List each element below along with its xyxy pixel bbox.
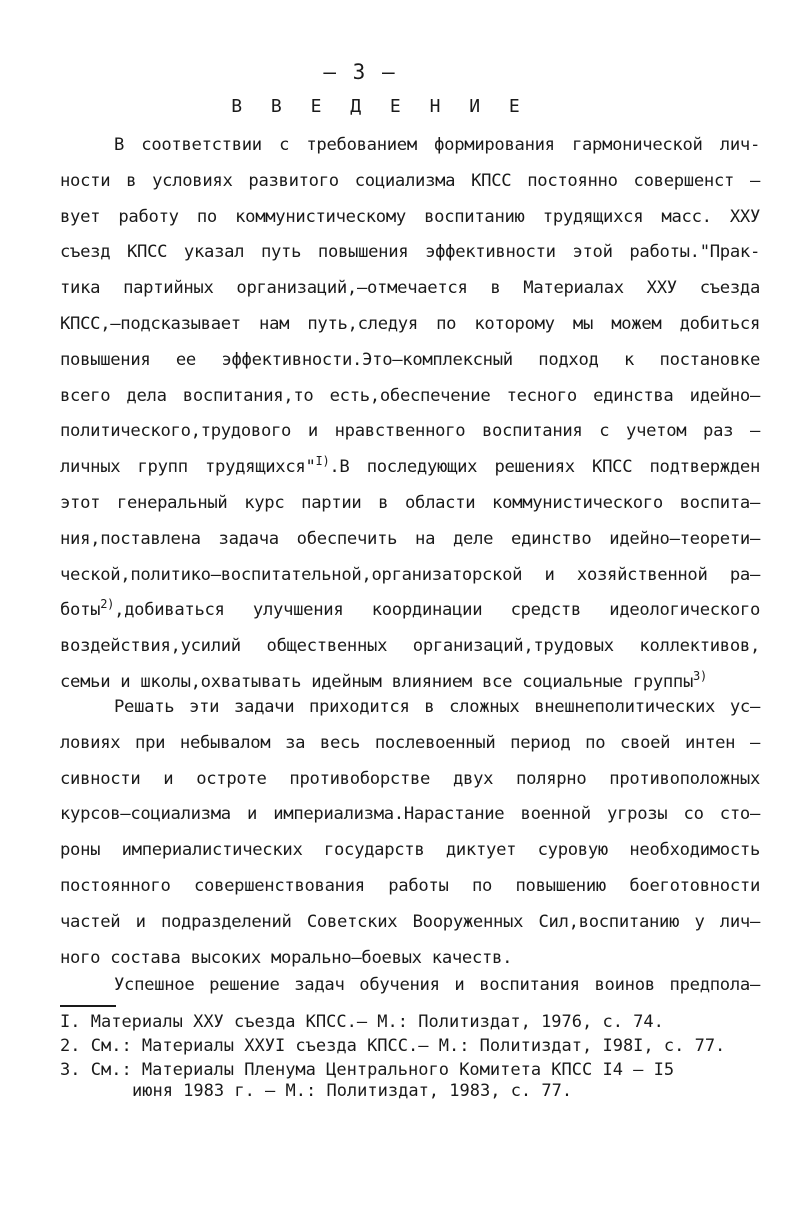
text-line: съезд КПСС указал путь повышения эффективности этой работы."Прак- [60, 242, 760, 263]
footnote-marker: 3. [60, 1060, 81, 1080]
text-line: ловиях при небывалом за весь послевоенный период по своей интен – [60, 732, 760, 753]
footnote-continuation: июня 1983 г. – М.: Политиздат, 1983, с. 77. [132, 1081, 573, 1101]
footnotes [60, 1010, 760, 1100]
text-line: Решать эти задачи приходится в сложных внешнеполитических ус– [114, 697, 760, 717]
section-heading: В В Е Д Е Н И Е [231, 96, 529, 117]
text-line: ния,поставлена задача обеспечить на деле единство идейно–теорети– [60, 528, 760, 549]
paragraph-3 [60, 968, 760, 1004]
text-line: семьи и школы,охватывать идейным влиянием все социальные группы$^{3)}$ [60, 668, 707, 692]
footnote-text: Материалы ХХУ съезда КПСС.– М.: Политиздат, 1976, с. 74. [90, 1012, 664, 1032]
footnote-1 [60, 1010, 760, 1034]
text-line: сивности и остроте противоборстве двух полярно противоположных [60, 768, 760, 789]
footnote-2 [60, 1034, 760, 1058]
text-line: КПСС,–подсказывает нам путь,следуя по которому мы можем добиться [60, 313, 760, 334]
text-line: вует работу по коммунистическому воспитанию трудящихся масс. ХХУ [60, 206, 760, 227]
footnote-text: См.: Материалы ХХУI съезда КПСС.– М.: Политиздат, I98I, с. 77. [90, 1036, 726, 1056]
text-line: Успешное решение задач обучения и воспитания воинов предпола– [114, 975, 760, 995]
text-line: ческой,политико–воспитательной,организаторской и хозяйственной ра– [60, 564, 760, 585]
text-line: повышения ее эффективности.Это–комплексный подход к постановке [60, 349, 760, 370]
footnote-3 [60, 1058, 760, 1100]
text-line: ного состава высоких морально–боевых качеств. [60, 947, 513, 968]
footnote-ref-2: 2) [100, 597, 115, 612]
text-line: этот генеральный курс партии в области коммунистического воспита– [60, 492, 760, 513]
text-line: ности в условиях развитого социализма КПСС постоянно совершенст – [60, 170, 760, 191]
text-line: личных групп трудящихся"$^{I)}$.В последующих решениях КПСС подтвержден [60, 454, 760, 478]
paragraph-1 [60, 128, 760, 701]
footnote-text: См.: Материалы Пленума Центрального Комитета КПСС I4 – I5 [90, 1060, 675, 1080]
text-line: курсов–социализма и империализма.Нарастание военной угрозы со сто– [60, 804, 760, 825]
paragraph-2 [60, 690, 760, 976]
text-line: воздействия,усилий общественных организаций,трудовых коллективов, [60, 636, 760, 657]
text-line: тика партийных организаций,–отмечается в Материалах ХХУ съезда [60, 278, 760, 299]
text-line: постоянного совершенствования работы по повышению боеготовности [60, 875, 760, 896]
text-line: В соответствии с требованием формирования гармонической лич- [114, 135, 760, 155]
page-number: – 3 – [323, 60, 397, 84]
text-line: политического,трудового и нравственного воспитания с учетом раз – [60, 421, 760, 442]
text-line: роны империалистических государств диктует суровую необходимость [60, 840, 760, 861]
footnote-marker: I. [60, 1012, 81, 1032]
text-line: частей и подразделений Советских Вооруженных Сил,воспитанию у лич– [60, 911, 760, 932]
footnote-marker: 2. [60, 1036, 81, 1056]
text-line: боты$^{2)}$,добиваться улучшения координации средств идеологического [60, 597, 760, 621]
text-line: всего дела воспитания,то есть,обеспечение тесного единства идейно– [60, 385, 760, 406]
footnote-ref-3: 3) [693, 668, 707, 683]
footnote-separator [60, 1005, 116, 1007]
footnote-ref-1: I) [315, 454, 330, 469]
